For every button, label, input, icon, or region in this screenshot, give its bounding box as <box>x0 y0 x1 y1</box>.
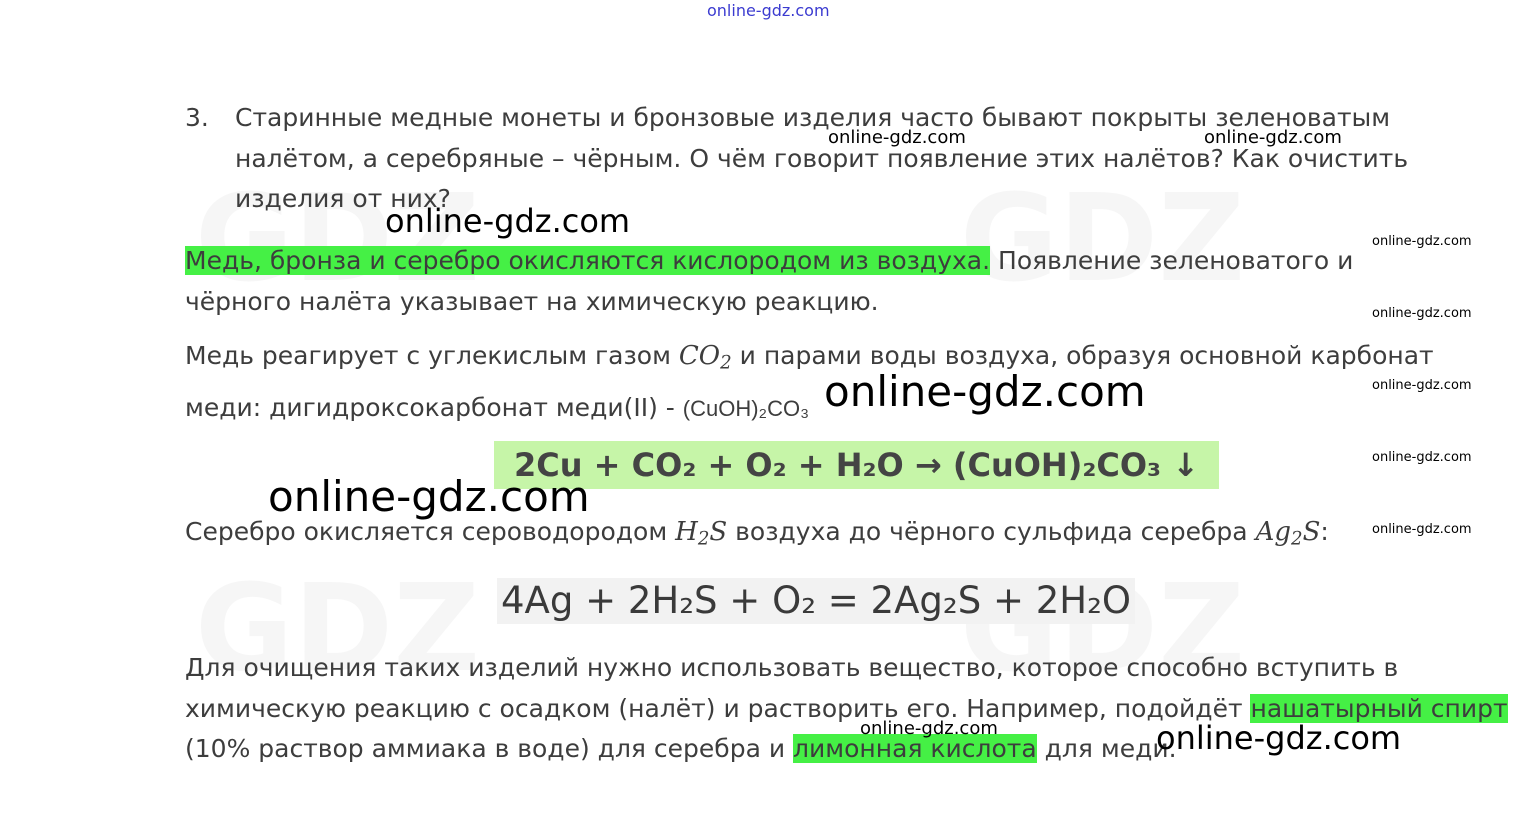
watermark: online-gdz.com <box>1372 234 1472 249</box>
top-watermark[interactable]: online-gdz.com <box>707 1 830 20</box>
answer-paragraph-4-line-3 <box>185 734 1177 763</box>
answer-paragraph-4-line-1: Для очищения таких изделий нужно использовать вещество, которое способно вступить в <box>185 653 1399 682</box>
paragraph-text: : <box>1320 517 1329 546</box>
paragraph-text: химическую реакцию с осадком (налёт) и растворить его. Например, подойдёт <box>185 694 1251 723</box>
watermark: online-gdz.com <box>860 718 998 739</box>
paragraph-text: воздуха до чёрного сульфида серебра <box>727 517 1256 546</box>
watermark: online-gdz.com <box>828 127 966 148</box>
watermark: online-gdz.com <box>1372 378 1472 393</box>
answer-paragraph-1-line-2: чёрного налёта указывает на химическую реакцию. <box>185 287 879 316</box>
paragraph-text: меди: дигидроксокарбонат меди(II) - <box>185 393 683 422</box>
formula-subscript: 2 <box>720 352 732 374</box>
watermark: online-gdz.com <box>1372 450 1472 465</box>
paragraph-text: Появление зеленоватого и <box>990 246 1354 275</box>
equation-silver-sulfide: 4Ag + 2H₂S + O₂ = 2Ag₂S + 2H₂O <box>497 578 1135 624</box>
watermark: online-gdz.com <box>1156 719 1402 757</box>
question-line-3: изделия от них? <box>235 184 451 213</box>
watermark: online-gdz.com <box>268 472 590 521</box>
formula-part: Ag <box>1255 517 1291 547</box>
co2-formula <box>678 341 732 374</box>
watermark: online-gdz.com <box>824 367 1146 416</box>
highlighted-text: нашатырный спирт <box>1250 694 1508 723</box>
question-number: 3. <box>185 103 209 132</box>
background-ghost-mark <box>960 170 1245 309</box>
paragraph-text: (10% раствор аммиака в воде) для серебра и <box>185 734 794 763</box>
answer-paragraph-2-line-1 <box>185 341 1434 374</box>
h2s-formula <box>675 517 728 550</box>
highlighted-text: Медь, бронза и серебро окисляются кислородом из воздуха. <box>185 246 991 275</box>
answer-paragraph-1-line-1 <box>185 246 1353 275</box>
answer-paragraph-3 <box>185 517 1329 550</box>
formula-part: H <box>675 517 698 547</box>
paragraph-text: и парами воды воздуха, образуя основной карбонат <box>731 341 1434 370</box>
formula-part: S <box>1302 517 1321 547</box>
formula-subscript: 2 <box>1291 528 1303 550</box>
watermark: online-gdz.com <box>385 202 631 240</box>
paragraph-text: Медь реагирует с углекислым газом <box>185 341 679 370</box>
answer-paragraph-2-line-2 <box>185 393 809 422</box>
watermark: online-gdz.com <box>1372 522 1472 537</box>
copper-carbonate-formula: (CuOH)₂CO₃ <box>682 396 810 421</box>
watermark: online-gdz.com <box>1204 127 1342 148</box>
paragraph-text: для меди. <box>1036 734 1177 763</box>
question-line-2: налётом, а серебряные – чёрным. О чём говорит появление этих налётов? Как очистить <box>235 144 1409 173</box>
equation-copper-carbonate: 2Cu + CO₂ + O₂ + H₂O → (CuOH)₂CO₃ ↓ <box>494 441 1219 489</box>
formula-part: S <box>709 517 728 547</box>
question-line-1: Старинные медные монеты и бронзовые изделия часто бывают покрыты зеленоватым <box>235 103 1391 132</box>
paragraph-text: Серебро окисляется сероводородом <box>185 517 676 546</box>
formula-subscript: 2 <box>697 528 710 550</box>
ag2s-formula <box>1255 517 1321 550</box>
watermark: online-gdz.com <box>1372 306 1472 321</box>
highlighted-text: лимонная кислота <box>793 734 1037 763</box>
formula-part: CO <box>678 341 721 371</box>
